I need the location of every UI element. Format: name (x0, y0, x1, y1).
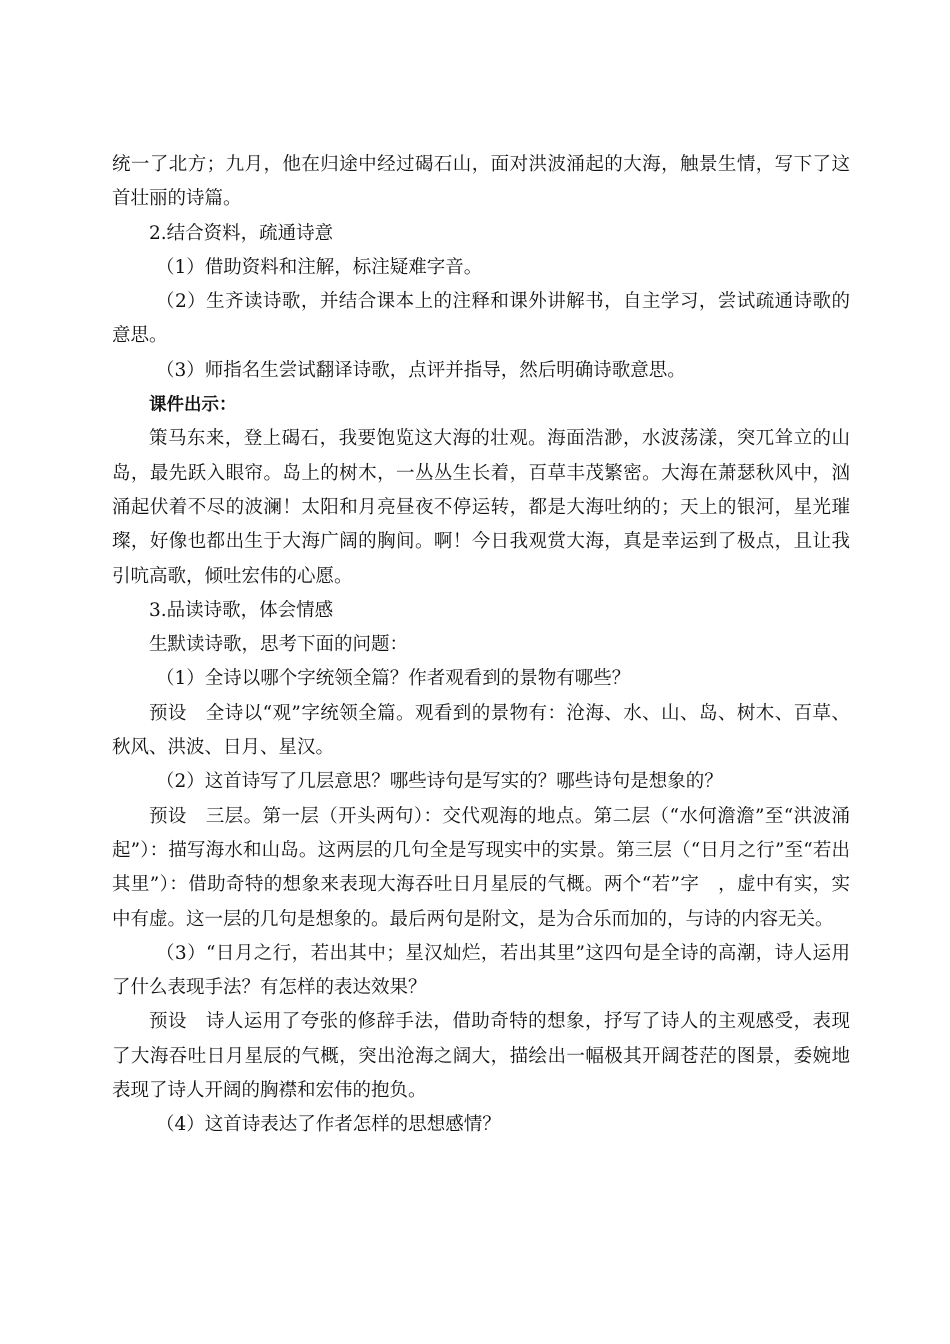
instruction: 生默读诗歌，思考下面的问题： (149, 634, 409, 656)
question-1: （1）全诗以哪个字统领全篇？作者观看到的景物有哪些？ (156, 668, 631, 690)
poem-translation: 策马东来，登上碣石，我要饱览这大海的壮观。海面浩渺，水波荡漾，突兀耸立的山岛，最先跃入眼帘。岛上的树木，一丛丛生长着，百草丰茂繁密。大海在萧瑟秋风中，汹涌起伏着不尽的波澜！太阳和月亮昼夜不停运转，都是大海吐纳的；天上的银河，星光璀璨，好像也都出生于大海广阔的胸间。啊！今日我观赏大海，真是幸运到了极点，且让我引吭高歌，倾吐宏伟的心愿。 (112, 428, 850, 587)
section-heading-2: 2.结合资料，疏通诗意 (149, 222, 334, 244)
step-1: （1）借助资料和注解，标注疑难字音。 (156, 256, 483, 278)
question-2: （2）这首诗写了几层意思？哪些诗句是写实的？哪些诗句是想象的？ (156, 771, 723, 793)
step-3: （3）师指名生尝试翻译诗歌，点评并指导，然后明确诗歌意思。 (156, 359, 686, 381)
question-4: （4）这首诗表达了作者怎样的思想感情？ (156, 1114, 501, 1136)
document-body (112, 148, 850, 1143)
answer-1: 预设 全诗以“观”字统领全篇。观看到的景物有：沧海、水、山、岛、树木、百草、秋风、洪波、日月、星汉。 (112, 702, 850, 759)
paragraph-intro-continued: 统一了北方；九月，他在归途中经过碣石山，面对洪波涌起的大海，触景生情，写下了这首壮丽的诗篇。 (112, 154, 850, 210)
answer-2: 预设 三层。第一层（开头两句）：交代观海的地点。第二层（“水何澹澹”至“洪波涌起”）：描写海水和山岛。这两层的几句全是写现实中的实景。第三层（“日月之行”至“若出其里”）：借助奇特的想象来表现大海吞吐日月星辰的气概。两个“若”字 ，虚中有实，实中有虚。这一层的几句是想象的。最后两句是附文，是为合乐而加的，与诗的内容无关。 (112, 805, 850, 930)
answer-3: 预设 诗人运用了夸张的修辞手法，借助奇特的想象，抒写了诗人的主观感受，表现了大海吞吐日月星辰的气概，突出沧海之阔大，描绘出一幅极其开阔苍茫的图景，委婉地表现了诗人开阔的胸襟和宏伟的抱负。 (112, 1011, 850, 1102)
question-3: （3）“日月之行，若出其中；星汉灿烂，若出其里”这四句是全诗的高潮，诗人运用了什么表现手法？有怎样的表达效果？ (112, 942, 850, 999)
section-heading-3: 3.品读诗歌，体会情感 (149, 599, 334, 621)
step-2: （2）生齐读诗歌，并结合课本上的注释和课外讲解书，自主学习，尝试疏通诗歌的意思。 (112, 291, 850, 347)
courseware-label: 课件出示： (149, 395, 237, 416)
